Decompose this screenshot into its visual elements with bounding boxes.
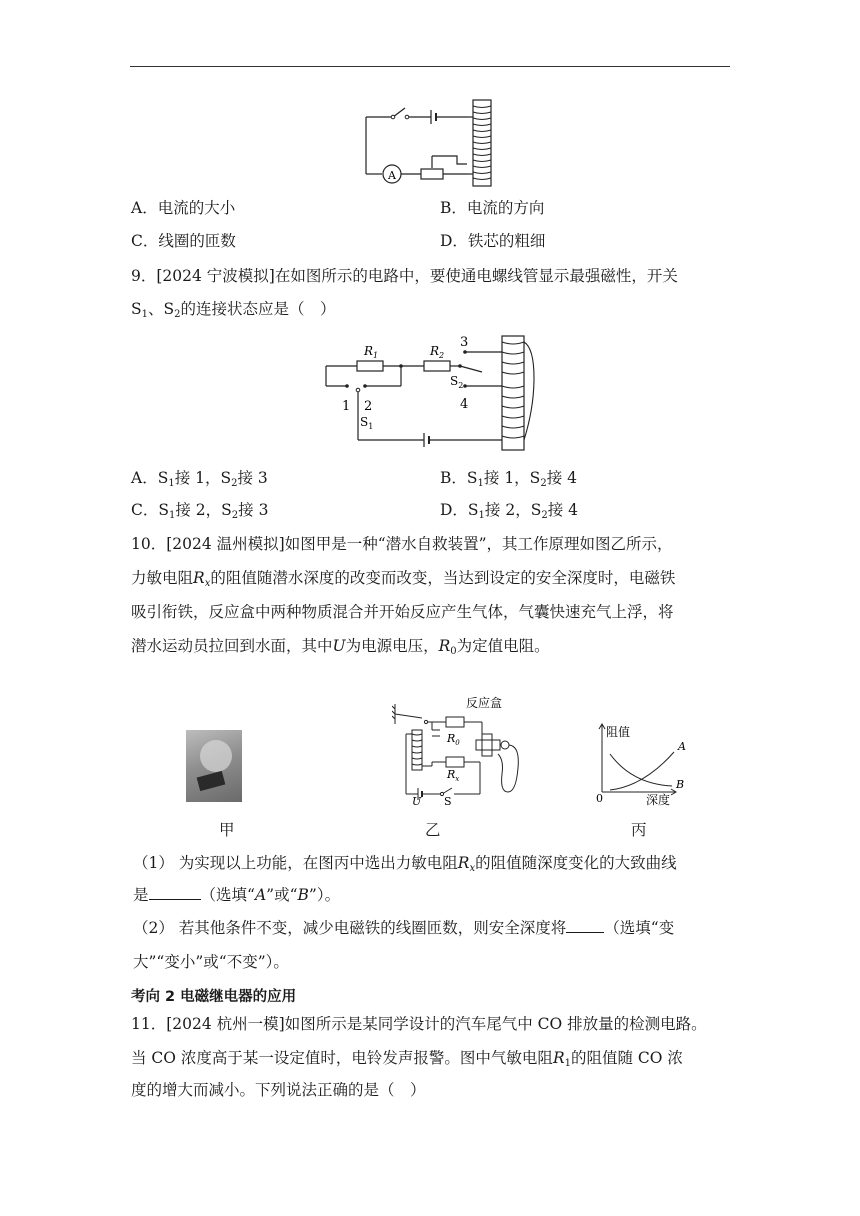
q9-option-b: B．$S_1$接 1，$S_2$接 4	[440, 469, 577, 489]
caption-jia: 甲	[219, 821, 235, 839]
q9-option-d: D．$S_1$接 2，$S_2$接 4	[440, 501, 579, 521]
q8-option-c: C．线圈的匝数	[131, 232, 236, 250]
figure-bing-graph	[592, 716, 692, 808]
q8-option-b: B．电流的方向	[440, 199, 545, 217]
q8-option-d: D．铁芯的粗细	[440, 232, 546, 250]
q11-stem-line2: 当 CO 浓度高于某一设定值时，电铃发声报警。图中气敏电阻$R_1$的阻值随 CO 浓	[131, 1049, 683, 1069]
bing-y-label: 阻值	[606, 725, 631, 739]
svg-text:R0: $R_0$	[447, 732, 460, 747]
q10-stem-line1: 10．[2024 温州模拟]如图甲是一种“潜水自救装置”，其工作原理如图乙所示，	[131, 535, 673, 553]
svg-text:0: 0	[596, 792, 603, 805]
terminal-3: 3	[460, 335, 469, 350]
q11-stem-line3: 度的增大而减小。下列说法正确的是（ ）	[131, 1081, 426, 1099]
q10-sub1-line2: 是 （选填“A”或“B”）。	[133, 883, 340, 907]
caption-yi: 乙	[425, 821, 441, 839]
ammeter-label: A	[388, 169, 396, 182]
svg-text:U: U	[412, 795, 422, 806]
svg-text:S1: $S_1$	[360, 415, 374, 431]
q11-stem-line1: 11．[2024 杭州一模]如图所示是某同学设计的汽车尾气中 CO 排放量的检测电路。	[131, 1015, 707, 1033]
header-rule	[130, 66, 730, 67]
q9-stem-line1: 9．[2024 宁波模拟]在如图所示的电路中，要使通电螺线管显示最强磁性，开关	[131, 267, 678, 285]
answer-blank-2[interactable]	[566, 916, 604, 933]
curve-a-label: A	[678, 740, 686, 753]
q10-stem-line2: 力敏电阻$R_x$的阻值随潜水深度的改变而改变，当达到设定的安全深度时，电磁铁	[131, 569, 676, 589]
svg-text:R2: $R_2$	[430, 344, 445, 360]
svg-text:反应盒: 反应盒	[466, 696, 503, 710]
q9-option-a: A．$S_1$接 1，$S_2$接 3	[131, 469, 268, 489]
q9-circuit-diagram	[320, 328, 545, 454]
svg-text:S: S	[444, 795, 452, 806]
terminal-1: 1	[342, 399, 351, 414]
curve-b-label: B	[676, 778, 685, 791]
q10-stem-line3: 吸引衔铁，反应盒中两种物质混合并开始反应产生气体，气囊快速充气上浮，将	[131, 603, 674, 621]
q8-circuit-diagram	[355, 98, 505, 190]
q10-sub1-line1: （1） 为实现以上功能，在图丙中选出力敏电阻$R_x$的阻值随深度变化的大致曲线	[133, 854, 677, 874]
terminal-2: 2	[364, 399, 373, 414]
q9-stem-line2: $S_1$、$S_2$的连接状态应是（ ）	[131, 300, 336, 320]
svg-text:S2: $S_2$	[450, 374, 464, 390]
svg-text:R1: $R_1$	[364, 344, 379, 360]
figure-jia-photo	[186, 730, 242, 802]
bing-x-label: 深度	[646, 793, 671, 807]
q10-sub2-line2: 大”“变小”或“不变”）。	[133, 953, 289, 971]
caption-bing: 丙	[631, 821, 647, 839]
q8-option-a: A．电流的大小	[131, 199, 236, 217]
section-heading: 考向 2 电磁继电器的应用	[131, 989, 297, 1005]
q10-stem-line4: 潜水运动员拉回到水面，其中U为电源电压，$R_0$为定值电阻。	[131, 637, 550, 657]
q9-option-c: C．$S_1$接 2，$S_2$接 3	[131, 501, 269, 521]
q10-sub2-line1: （2） 若其他条件不变，减少电磁铁的线圈匝数，则安全深度将 （选填“变	[133, 916, 674, 940]
answer-blank-1[interactable]	[149, 883, 201, 900]
svg-text:Rx: $R_x$	[447, 768, 460, 783]
terminal-4: 4	[460, 397, 469, 412]
figure-yi-circuit	[392, 694, 522, 806]
